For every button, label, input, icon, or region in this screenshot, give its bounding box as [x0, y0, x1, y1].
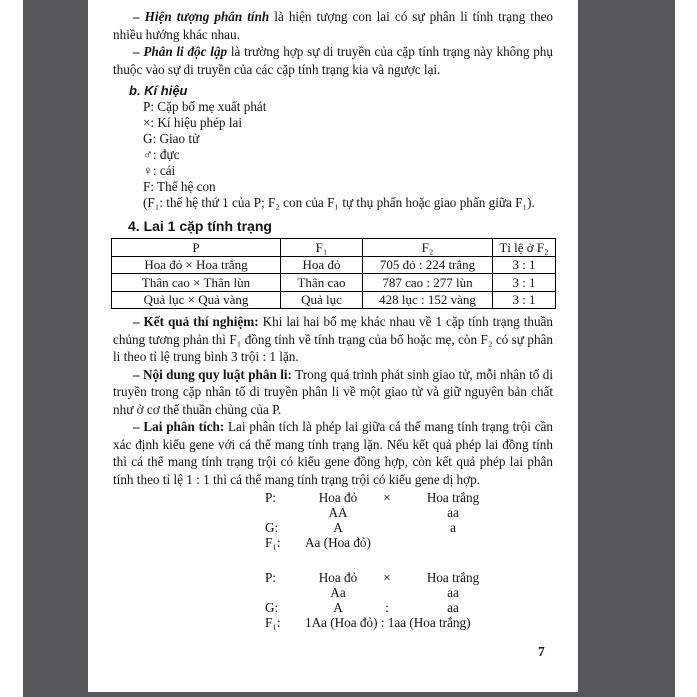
cross-generation-label: G:	[265, 520, 279, 535]
cross-row-gametes	[265, 520, 553, 535]
cross-generation-label: P:	[265, 490, 276, 505]
cross-ratio-colon: :	[385, 600, 389, 615]
table-row	[112, 256, 556, 274]
cross-diagram-homozygous	[265, 490, 553, 550]
table-row	[112, 291, 556, 309]
table-row	[112, 274, 556, 292]
cross-operator: ×	[383, 570, 391, 585]
table-cell: 428 lục : 152 vàng	[363, 291, 493, 309]
paragraph-text: Trong quá trình phát sinh giao tử, mỗi nhân tố di truyền trong cặp nhân tố di truyền phân li về một giao tử và giữ nguyên bản chất như ở cơ thể thuần chủng của P.	[113, 366, 553, 417]
symbol-line: ♂: đực	[143, 147, 180, 162]
symbol-list	[143, 99, 553, 211]
table-cell: Thân cao	[281, 274, 363, 292]
table-cell: 787 cao : 277 lùn	[363, 274, 493, 292]
cross-genotype-1: Aa	[330, 585, 346, 600]
cross-row-genotypes	[265, 505, 553, 520]
cross-operator: ×	[383, 490, 391, 505]
cross-parent-2: Hoa trắng	[426, 570, 480, 585]
paragraph-phan-tinh	[113, 8, 553, 43]
table-cell: Quả lục	[281, 291, 363, 309]
cross-row-p	[265, 490, 553, 505]
cross-parent-1: Hoa đỏ	[318, 570, 358, 585]
paragraph-lead: – Hiện tượng phân tính	[133, 9, 270, 24]
table-cell: 3 : 1	[493, 291, 556, 309]
paragraph-lead: – Kết quả thí nghiệm:	[133, 314, 259, 329]
paragraph-lai-phan-tich	[113, 418, 553, 488]
symbol-line: (F₁: thế hệ thứ 1 của P; F₂ con của F₁ tự thụ phấn hoặc giao phấn giữa F₁).	[143, 195, 535, 210]
cross-row-genotypes	[265, 585, 553, 600]
table-cell: Hoa đỏ	[281, 256, 363, 274]
cross-row-f1	[265, 615, 553, 630]
cross-generation-label: G:	[265, 600, 279, 615]
cross-f1-result: Aa (Hoa đỏ)	[305, 535, 371, 550]
page-number: 7	[538, 644, 545, 659]
paragraph-ket-qua-thi-nghiem	[113, 313, 553, 366]
symbol-line: G: Giao tử	[143, 131, 200, 146]
section-heading-lai-1-cap: 4. Lai 1 cặp tính trạng	[128, 218, 272, 234]
cross-genotype-1: AA	[328, 505, 348, 520]
paragraph-text: là trường hợp sự di truyền của cặp tính trạng này không phụ thuộc vào sự di truyền của các cặp tính trạng kia và ngược lại.	[113, 44, 553, 77]
paragraph-text: là hiện tượng con lai có sự phân li tính trạng theo nhiều hướng khác nhau.	[113, 9, 554, 42]
paragraph-text: Khi lai hai bố mẹ khác nhau về 1 cặp tính trạng thuần chủng tương phản thì F₁ đồng tính về tính trạng của bố hoặc mẹ, còn F₂ có sự phân li theo tỉ lệ trung bình 3 trội : 1 lặn.	[113, 314, 553, 364]
symbol-line: P: Cặp bố mẹ xuất phát	[143, 99, 267, 114]
cross-parent-1: Hoa đỏ	[318, 490, 358, 505]
cross-row-p	[265, 570, 553, 585]
paragraph-phan-li-doc-lap	[113, 43, 553, 78]
cross-parent-2: Hoa trắng	[426, 490, 480, 505]
cross-generation-label: P:	[265, 570, 276, 585]
paragraph-lead: – Nội dung quy luật phân li:	[133, 366, 292, 382]
cross-gamete-1: A	[333, 520, 343, 535]
cross-f1-result: 1Aa (Hoa đỏ) : 1aa (Hoa trắng)	[305, 615, 471, 630]
table-header-cell: P	[112, 239, 281, 257]
document-page	[88, 0, 578, 692]
paragraph-text: Lai phân tích là phép lai giữa cá thể mang tính trạng trội cần xác định kiểu gene với cá thể mang tính trạng lặn. Nếu kết quả phép lai đồng tính thì cá thể mang tính trạng trội có kiểu gene đồng hợp, còn kết quả phép lai phân tính theo tỉ lệ 1 : 1 thì cá thể mang tính trạng trội có kiểu gene dị hợp.	[113, 419, 553, 487]
cross-generation-label: F₁:	[265, 615, 281, 630]
table-cell: 3 : 1	[493, 274, 556, 292]
cross-diagram-testcross	[265, 570, 553, 630]
cross-generation-label: F₁:	[265, 535, 281, 550]
cross-genotype-2: aa	[447, 585, 459, 600]
table-header-cell: F₁	[281, 239, 363, 257]
cross-genotype-2: aa	[447, 505, 459, 520]
table-header-row	[112, 239, 556, 257]
monohybrid-results-table	[111, 238, 556, 309]
table-cell: 705 đỏ : 224 trắng	[363, 256, 493, 274]
cross-row-f1	[265, 535, 553, 550]
symbol-line: F: Thế hệ con	[143, 179, 216, 194]
table-cell: Quả lục × Quả vàng	[112, 291, 281, 309]
paragraph-lead: – Phân li độc lập	[133, 44, 228, 59]
table-cell: 3 : 1	[493, 256, 556, 274]
symbol-line: ×: Kí hiệu phép lai	[143, 115, 242, 130]
cross-row-gametes	[265, 600, 553, 615]
cross-gamete-1: A	[333, 600, 343, 615]
paragraph-lead: – Lai phân tích:	[133, 419, 225, 434]
paragraph-noi-dung-quy-luat	[113, 366, 553, 419]
table-header-cell: F₂	[363, 239, 493, 257]
cross-gamete-2: aa	[447, 600, 459, 615]
table-cell: Hoa đỏ × Hoa trắng	[112, 256, 281, 274]
table-cell: Thân cao × Thân lùn	[112, 274, 281, 292]
table-header-cell: Tỉ lệ ở F₂	[493, 239, 556, 257]
subheading-ki-hieu: b. Kí hiệu	[129, 83, 188, 98]
cross-gamete-2: a	[450, 520, 456, 535]
symbol-line: ♀: cái	[143, 163, 176, 178]
